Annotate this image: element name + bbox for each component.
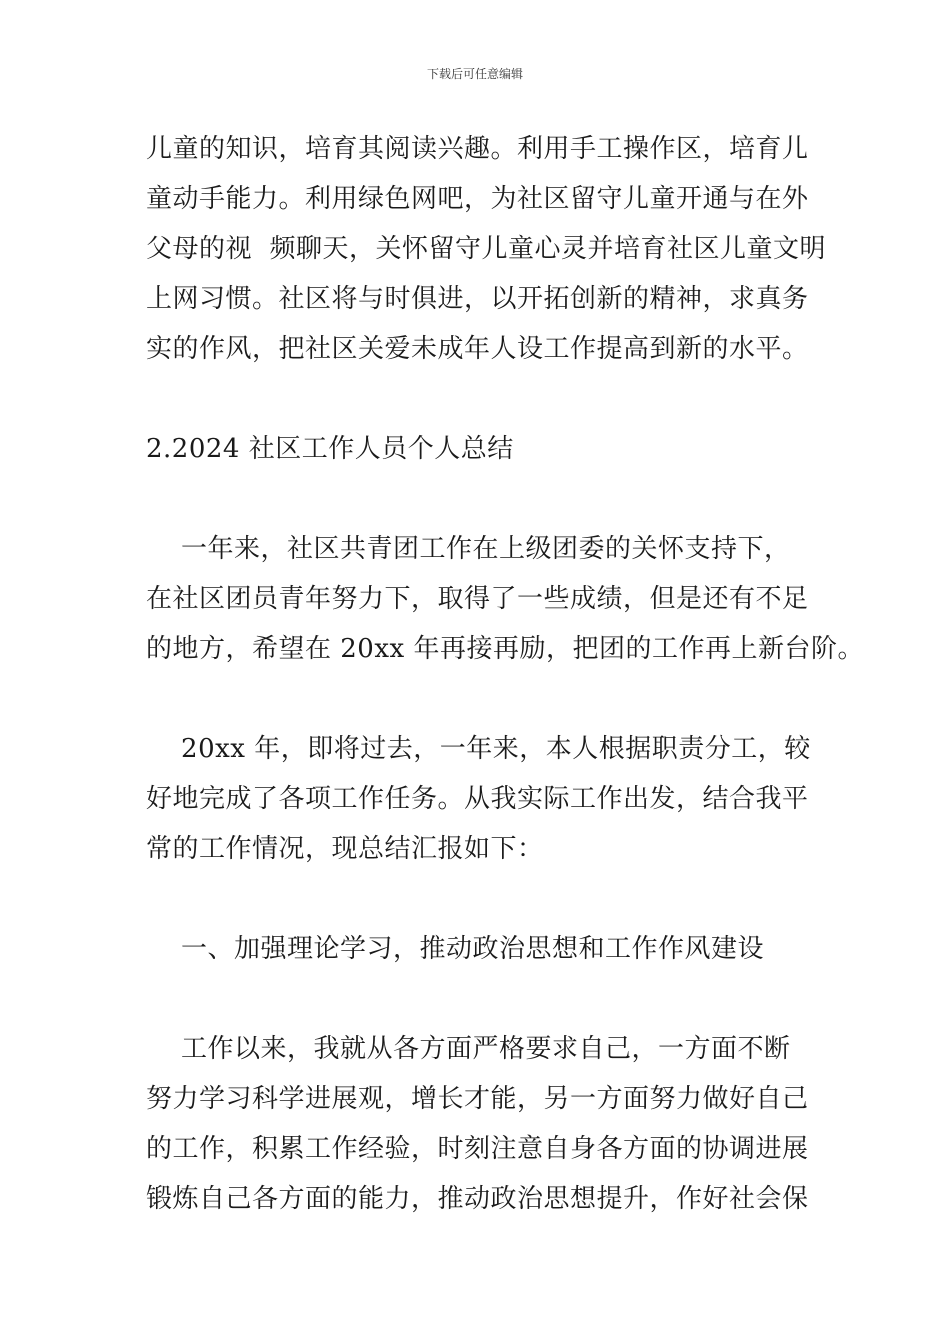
text-line: 儿童的知识，培育其阅读兴趣。利用手工操作区，培育儿 xyxy=(146,134,809,164)
text-line: 上网习惯。社区将与时俱进，以开拓创新的精神，求真务 xyxy=(146,284,809,314)
text-line: 的工作，积累工作经验，时刻注意自身各方面的协调进展 xyxy=(146,1134,809,1164)
section-title: 2.2024 社区工作人员个人总结 xyxy=(146,434,514,464)
text-line: 一年来，社区共青团工作在上级团委的关怀支持下， xyxy=(146,534,791,564)
text-line: 常的工作情况，现总结汇报如下： xyxy=(146,834,544,864)
text-line: 童动手能力。利用绿色网吧，为社区留守儿童开通与在外 xyxy=(146,184,809,214)
text-line: 20xx 年，即将过去，一年来，本人根据职责分工，较 xyxy=(146,734,811,764)
subheading: 一、加强理论学习，推动政治思想和工作作风建设 xyxy=(146,934,765,964)
text-line: 好地完成了各项工作任务。从我实际工作出发，结合我平 xyxy=(146,784,809,814)
text-line: 父母的视 频聊天，关怀留守儿童心灵并培育社区儿童文明 xyxy=(146,234,827,264)
page-header-note: 下载后可任意编辑 xyxy=(426,67,523,81)
text-line: 工作以来，我就从各方面严格要求自己，一方面不断 xyxy=(146,1034,791,1064)
text-line: 努力学习科学进展观，增长才能，另一方面努力做好自己 xyxy=(146,1084,809,1114)
text-line: 实的作风，把社区关爱未成年人设工作提高到新的水平。 xyxy=(146,334,809,364)
text-line: 的地方，希望在 20xx 年再接再励，把团的工作再上新台阶。 xyxy=(146,634,864,664)
text-line: 锻炼自己各方面的能力，推动政治思想提升，作好社会保 xyxy=(146,1184,809,1214)
text-line: 在社区团员青年努力下，取得了一些成绩，但是还有不足 xyxy=(146,584,809,614)
